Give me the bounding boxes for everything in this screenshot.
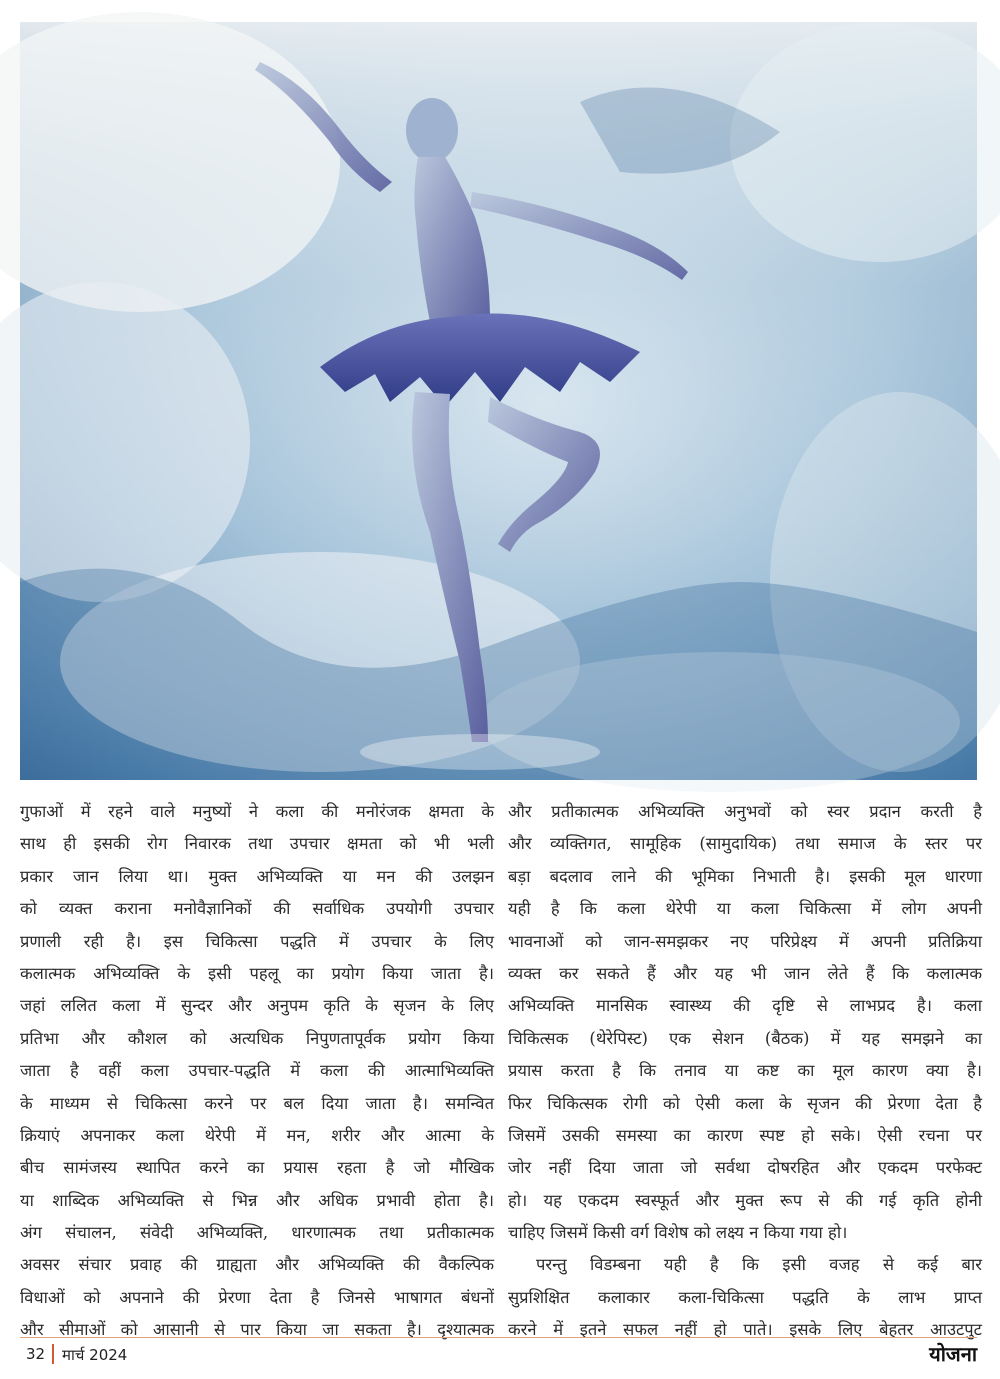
ballerina-painting: [20, 22, 977, 780]
article-text-line: बड़ा बदलाव लाने की भूमिका निभाती है। इसकी मूल धारणा: [508, 866, 982, 886]
article-text-line: गुफाओं में रहने वाले मनुष्यों ने कला की मनोरंजक क्षमता के: [20, 802, 494, 821]
article-text-line: को व्यक्त कराना मनोवैज्ञानिकों की सर्वाधिक उपयोगी उपचार: [20, 899, 494, 919]
article-text-line: और सीमाओं को आसानी से पार किया जा सकता है। दृश्यात्मक: [20, 1320, 494, 1340]
article-text-line: जिसमें उसकी समस्या का कारण स्पष्ट हो सके। ऐसी रचना पर: [508, 1125, 982, 1145]
ballerina-painting-svg: [20, 22, 977, 780]
page-footer: [20, 1337, 977, 1368]
article-text-line: सुप्रशिक्षित कलाकार कला-चिकित्सा पद्धति के लाभ प्राप्त: [508, 1287, 982, 1307]
article-text-line: भावनाओं को जान-समझकर नए परिप्रेक्ष्य में अपनी प्रतिक्रिया: [508, 931, 982, 951]
article-text-line: जोर नहीं दिया जाता जो सर्वथा दोषरहित और एकदम परफेक्ट: [508, 1158, 982, 1178]
article-left-column: [20, 796, 494, 1340]
article-text-line: फिर चिकित्सक रोगी को ऐसी कला के सृजन की प्रेरणा देता है: [508, 1093, 982, 1113]
article-text-line: अंग संचालन, संवेदी अभिव्यक्ति, धारणात्मक तथा प्रतीकात्मक: [20, 1223, 494, 1243]
article-text-line: कलात्मक अभिव्यक्ति के इसी पहलू का प्रयोग किया जाता है।: [20, 963, 494, 983]
article-text-line: प्रयास करता है कि तनाव या कष्ट का मूल कारण क्या है।: [508, 1061, 982, 1081]
article-text-line: अवसर संचार प्रवाह की ग्राह्यता और अभिव्यक्ति की वैकल्पिक: [20, 1255, 494, 1275]
article-text-line: करने में इतने सफल नहीं हो पाते। इसके लिए बेहतर आउटपुट: [508, 1320, 982, 1340]
article-text-line: के माध्यम से चिकित्सा करने पर बल दिया जाता है। समन्वित: [20, 1093, 494, 1113]
article-text-line: विधाओं को अपनाने की प्रेरणा देता है जिनसे भाषागत बंधनों: [20, 1287, 494, 1307]
magazine-name: योजना: [929, 1342, 977, 1366]
article-text-line: और व्यक्तिगत, सामूहिक (सामुदायिक) तथा समाज के स्तर पर: [508, 834, 982, 854]
article-right-column: [508, 796, 982, 1340]
article-text-line: और प्रतीकात्मक अभिव्यक्ति अनुभवों को स्वर प्रदान करती है: [508, 802, 982, 821]
article-text-line: क्रियाएं अपनाकर कला थेरेपी में मन, शरीर और आत्मा के: [20, 1125, 494, 1145]
article-text-line: चाहिए जिसमें किसी वर्ग विशेष को लक्ष्य न किया गया हो।: [508, 1223, 848, 1243]
article-text-line: जहां ललित कला में सुन्दर और अनुपम कृति के सृजन के लिए: [20, 996, 494, 1016]
article-text-line: प्रणाली रही है। इस चिकित्सा पद्धति में उपचार के लिए: [20, 931, 494, 951]
article-text-line: या शाब्दिक अभिव्यक्ति से भिन्न और अधिक प्रभावी होता है।: [20, 1190, 494, 1210]
article-text-line: व्यक्त कर सकते हैं और यह भी जान लेते हैं कि कलात्मक: [508, 963, 982, 983]
article-text-line: साथ ही इसकी रोग निवारक तथा उपचार क्षमता को भी भली: [20, 834, 494, 854]
article-text-line: अभिव्यक्ति मानसिक स्वास्थ्य की दृष्टि से लाभप्रद है। कला: [508, 996, 982, 1016]
article-text-line: प्रकार जान लिया था। मुक्त अभिव्यक्ति या मन की उलझन: [20, 866, 494, 886]
page-number: 32: [26, 1345, 46, 1363]
article-text-line: प्रतिभा और कौशल को अत्यधिक निपुणतापूर्वक प्रयोग किया: [20, 1028, 494, 1048]
article-text-line: यही है कि कला थेरेपी या कला चिकित्सा में लोग अपनी: [508, 899, 982, 919]
article-text-line: जाता है वहीं कला उपचार-पद्धति में कला की आत्माभिव्यक्ति: [20, 1061, 494, 1081]
footer-divider: [52, 1344, 54, 1364]
article-text-line: परन्तु विडम्बना यही है कि इसी वजह से कई बार: [536, 1255, 982, 1275]
issue-date: मार्च 2024: [62, 1346, 128, 1364]
article-text-line: हो। यह एकदम स्वस्फूर्त और मुक्त रूप से की गई कृति होनी: [508, 1190, 982, 1210]
article-text-line: चिकित्सक (थेरेपिस्ट) एक सेशन (बैठक) में यह समझने का: [508, 1028, 982, 1048]
article-text-line: बीच सामंजस्य स्थापित करने का प्रयास रहता है जो मौखिक: [20, 1158, 494, 1178]
